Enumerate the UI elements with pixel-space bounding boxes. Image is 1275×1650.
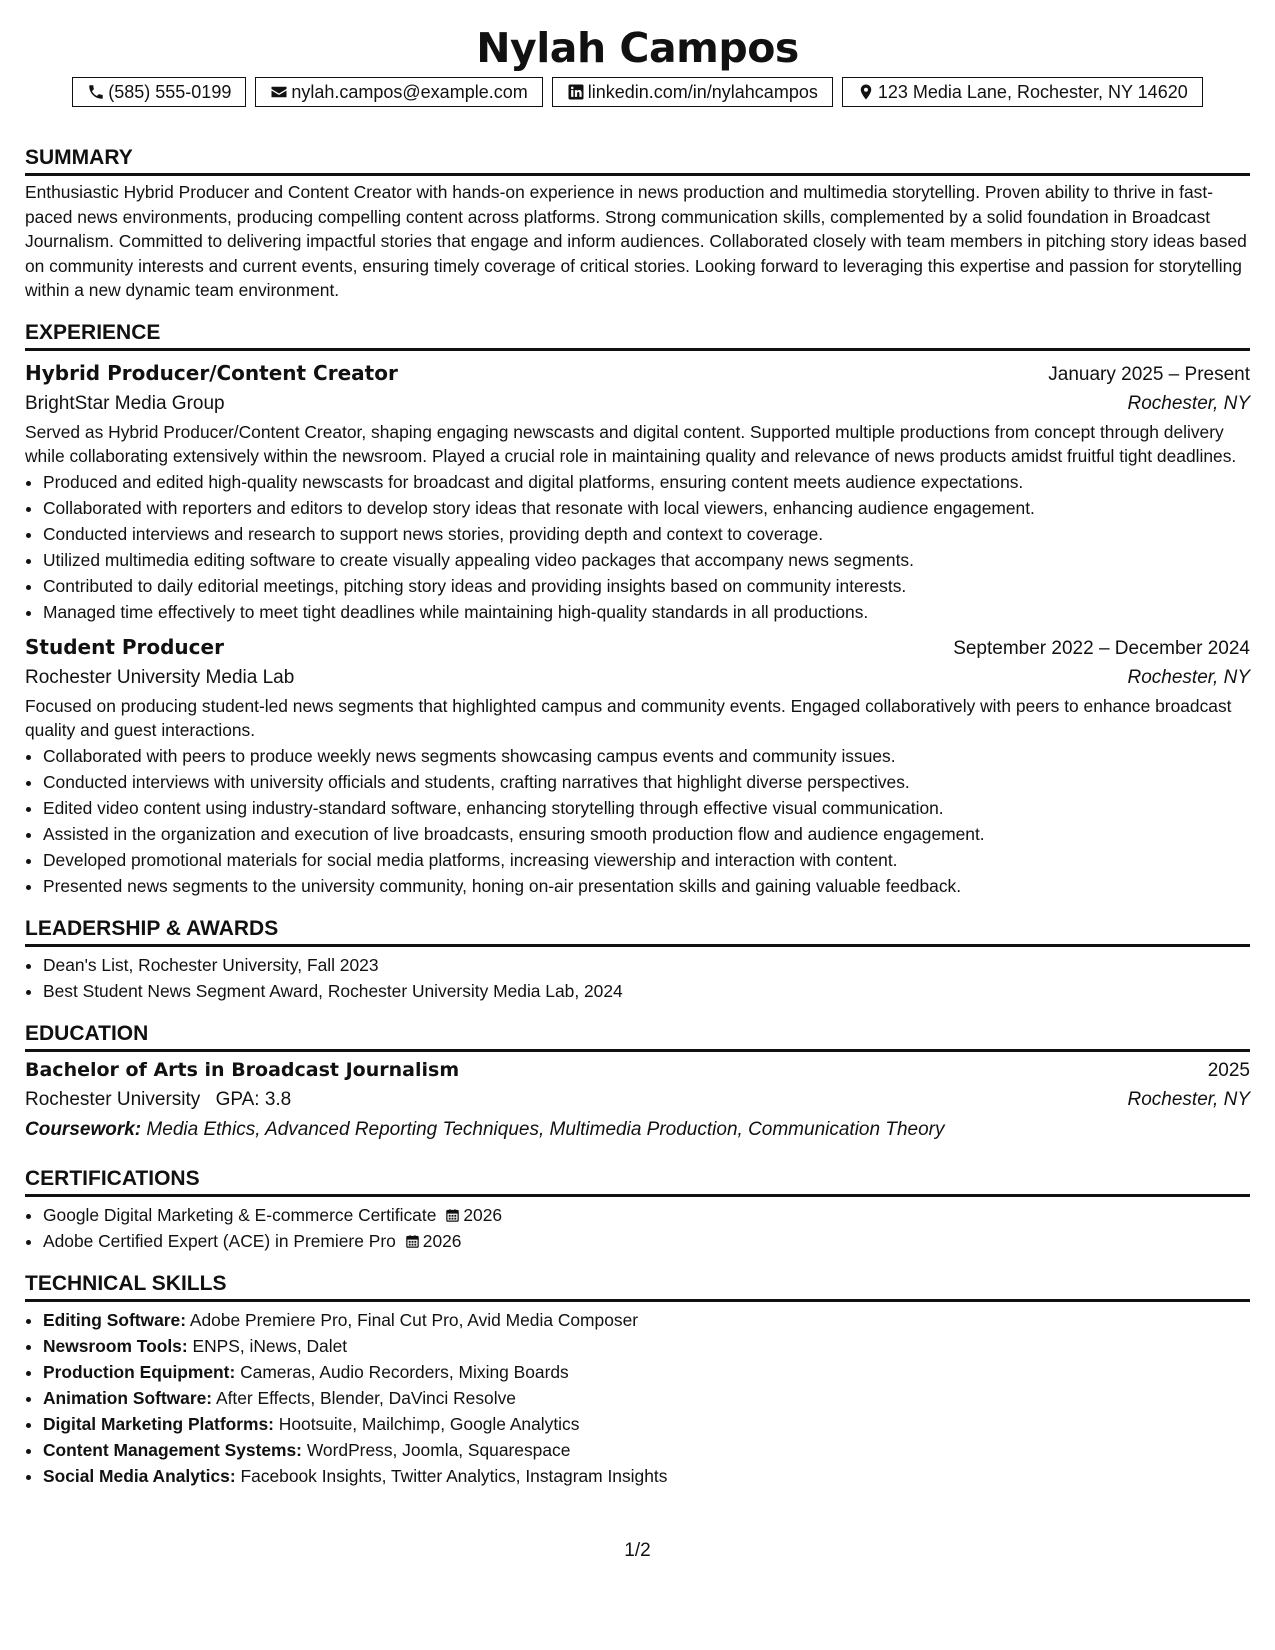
job-description: Focused on producing student-led news segments that highlighted campus and community events. Engaged collaboratively with peers to enhance broadcast quality and guest interactions. (25, 695, 1232, 740)
list-item (43, 1411, 1250, 1437)
list-item: • Edited video content using industry-standard software, enhancing storytelling through effective visual communication. (43, 795, 1250, 821)
list-item (43, 1437, 1250, 1463)
job-description: Served as Hybrid Producer/Content Creator, shaping engaging newscasts and digital content. Supported multiple productions from concept through delivery while collaborating extensively within the newsroom. Played a crucial role in maintaining quality and relevance of news products amidst fruitful tight deadlines. (25, 421, 1237, 466)
skill-label: Animation Software: (43, 1387, 213, 1408)
list-item: • Assisted in the organization and execution of live broadcasts, ensuring smooth production flow and audience engagement. (43, 821, 1250, 847)
calendar-icon (405, 1234, 420, 1249)
job-location: Rochester, NY (1127, 666, 1250, 688)
list-item: • Contributed to daily editorial meetings, pitching story ideas and providing insights based on community interests. (43, 573, 1250, 599)
skill-label: Content Management Systems: (43, 1439, 302, 1460)
address-text: 123 Media Lane, Rochester, NY 14620 (877, 81, 1188, 102)
certifications-list (25, 1202, 1250, 1254)
contact-linkedin[interactable] (552, 77, 833, 107)
list-item (43, 1333, 1250, 1359)
job-title: Hybrid Producer/Content Creator (25, 360, 398, 385)
contact-phone[interactable] (72, 77, 246, 107)
coursework-label: Coursework: (25, 1118, 142, 1140)
summary-section (25, 136, 1250, 303)
summary-text: Enthusiastic Hybrid Producer and Content Creator with hands-on experience in news production and multimedia storytelling. Proven ability to thrive in fast-paced news environments, producing compelling content across platforms. Strong communication skills, complemented by a solid foundation in Broadcast Journalism. Committed to delivering impactful stories that engage and inform audiences. Collaborated closely with team members in pitching story ideas based on community interests and current events, ensuring timely coverage of critical stories. Looking forward to leveraging this expertise and passion for storytelling within a new dynamic team environment. (25, 182, 1247, 300)
page-number: 1/2 (624, 1540, 651, 1561)
leadership-section (25, 907, 1250, 1004)
job-title: Student Producer (25, 634, 224, 659)
degree-title: Bachelor of Arts in Broadcast Journalism (25, 1058, 460, 1081)
list-item: • Produced and edited high-quality newscasts for broadcast and digital platforms, ensuring content meets audience expectations. (43, 469, 1250, 495)
list-item: • Managed time effectively to meet tight deadlines while maintaining high-quality standards in all productions. (43, 599, 1250, 625)
section-title: EXPERIENCE (25, 311, 1250, 351)
skill-label: Social Media Analytics: (43, 1465, 236, 1486)
skill-value: Cameras, Audio Recorders, Mixing Boards (240, 1361, 569, 1382)
skill-label: Editing Software: (43, 1309, 186, 1330)
job-bullets (25, 743, 1250, 899)
skill-value: Facebook Insights, Twitter Analytics, Instagram Insights (240, 1465, 668, 1486)
certificate-name: Google Digital Marketing & E-commerce Certificate (43, 1204, 437, 1225)
certificate-year: 2026 (422, 1230, 462, 1251)
list-item: • Conducted interviews with university officials and students, crafting narratives that highlight diverse perspectives. (43, 769, 1250, 795)
linkedin-icon (567, 83, 585, 101)
skill-value: WordPress, Joomla, Squarespace (306, 1439, 571, 1460)
experience-section (25, 311, 1250, 899)
envelope-icon (270, 83, 288, 101)
list-item (43, 1202, 1250, 1228)
certificate-year: 2026 (463, 1204, 503, 1225)
coursework (25, 1115, 1250, 1145)
phone-icon (87, 83, 105, 101)
section-title: LEADERSHIP & AWARDS (25, 907, 1250, 947)
calendar-icon (445, 1208, 460, 1223)
job-location: Rochester, NY (1127, 392, 1250, 414)
certificate-name: Adobe Certified Expert (ACE) in Premiere Pro (43, 1230, 396, 1251)
skill-value: Hootsuite, Mailchimp, Google Analytics (278, 1413, 580, 1434)
list-item (43, 1385, 1250, 1411)
skill-value: After Effects, Blender, DaVinci Resolve (215, 1387, 516, 1408)
graduation-year: 2025 (1207, 1059, 1250, 1081)
candidate-name: Nylah Campos (476, 24, 799, 72)
list-item: • Collaborated with reporters and editors to develop story ideas that resonate with local viewers, enhancing audience engagement. (43, 495, 1250, 521)
list-item (43, 1228, 1250, 1254)
list-item: • Conducted interviews and research to support news stories, providing depth and context to coverage. (43, 521, 1250, 547)
list-item: • Utilized multimedia editing software to create visually appealing video packages that accompany news segments. (43, 547, 1250, 573)
job-date: September 2022 – December 2024 (953, 637, 1250, 659)
job-entry (25, 359, 1250, 625)
skills-section (25, 1262, 1250, 1489)
contact-bar (25, 77, 1250, 107)
phone-text: (585) 555-0199 (108, 81, 232, 102)
coursework-list: Media Ethics, Advanced Reporting Techniques, Multimedia Production, Communication Theory (146, 1118, 945, 1140)
section-title: CERTIFICATIONS (25, 1157, 1250, 1197)
section-title: EDUCATION (25, 1012, 1250, 1052)
education-section (25, 1012, 1250, 1145)
list-item: • Collaborated with peers to produce weekly news segments showcasing campus events and community issues. (43, 743, 1250, 769)
list-item (43, 1359, 1250, 1385)
skills-list (25, 1307, 1250, 1489)
job-entry (25, 633, 1250, 899)
list-item: • Presented news segments to the university community, honing on-air presentation skills and gaining valuable feedback. (43, 873, 1250, 899)
list-item: • Dean's List, Rochester University, Fall 2023 (43, 952, 1250, 978)
skill-label: Newsroom Tools: (43, 1335, 188, 1356)
school-location: Rochester, NY (1127, 1088, 1250, 1110)
job-company: Rochester University Media Lab (25, 666, 295, 688)
contact-email[interactable] (255, 77, 542, 107)
school-name: Rochester University (25, 1088, 201, 1110)
skill-value: Adobe Premiere Pro, Final Cut Pro, Avid Media Composer (189, 1309, 639, 1330)
resume-page (25, 0, 1250, 1489)
list-item: • Developed promotional materials for social media platforms, increasing viewership and interaction with content. (43, 847, 1250, 873)
map-pin-icon (857, 83, 875, 101)
list-item (43, 1463, 1250, 1489)
skill-value: ENPS, iNews, Dalet (192, 1335, 348, 1356)
awards-list (25, 952, 1250, 1004)
job-company: BrightStar Media Group (25, 392, 225, 414)
skill-label: Production Equipment: (43, 1361, 236, 1382)
skill-label: Digital Marketing Platforms: (43, 1413, 274, 1434)
list-item (43, 1307, 1250, 1333)
list-item: • Best Student News Segment Award, Rochester University Media Lab, 2024 (43, 978, 1250, 1004)
contact-address[interactable] (842, 77, 1203, 107)
job-bullets (25, 469, 1250, 625)
section-title: SUMMARY (25, 136, 1250, 176)
certifications-section (25, 1157, 1250, 1254)
section-title: TECHNICAL SKILLS (25, 1262, 1250, 1302)
email-text: nylah.campos@example.com (291, 81, 528, 102)
gpa: GPA: 3.8 (215, 1088, 292, 1110)
linkedin-text: linkedin.com/in/nylahcampos (587, 81, 818, 102)
job-date: January 2025 – Present (1048, 363, 1250, 385)
